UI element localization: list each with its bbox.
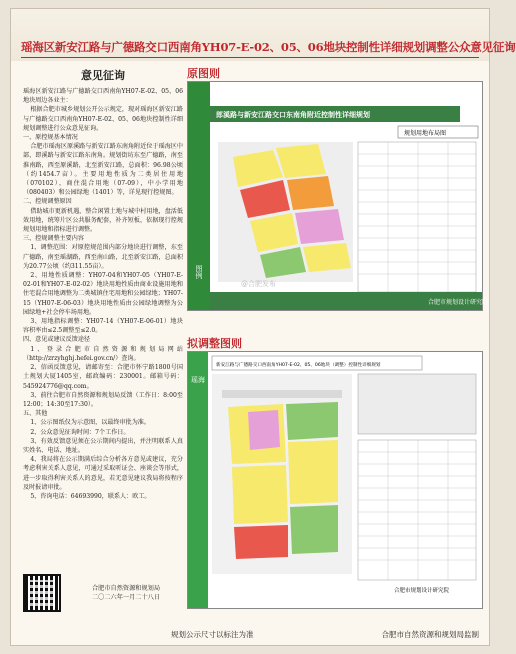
plot-residential (232, 465, 288, 524)
paragraph: 合肥市瑶海区原溪路与新安江路东南角附近位于瑶海区中部，即溪路与新安江路东南角。规划街坊东至广德路，南至淮南路，西至原溪路，北至新安江路，总面积：96.98公顷（约1454.7亩）。主要用地性质为二类居住用地（070102），商住混合用地（07-09），中小学用地（080403）和公园绿地（1401）等，详见现行控规图。 (23, 143, 183, 197)
plot-residential (276, 144, 326, 178)
map-org: 合肥市规划设计研究院 (428, 299, 489, 306)
plot-park (290, 505, 338, 554)
original-zoning-map (187, 81, 489, 311)
paragraph: 3、前往合肥市自然资源和规划局反馈（工作日：8:00至12:00；14:30至17:30）。 (23, 391, 183, 408)
indicator-table (358, 142, 476, 292)
section-heading: 四、意见或建议反馈途径 (23, 336, 91, 344)
plot-residential (303, 243, 351, 272)
footer-note: 规划公示尺寸以标注为准 (171, 630, 254, 639)
side-band (188, 352, 208, 608)
plot-park (286, 402, 338, 440)
plot-mixed (287, 176, 334, 210)
original-map-title: 原图则 (187, 67, 220, 80)
paragraph: 1、公示图纸仅为示意图，以最终审批为准。 (30, 419, 150, 427)
header (11, 9, 516, 61)
paragraph: 4、我局将在公示期满后综合分析各方意见或建议，充分考虑利害关系人意见，可通过采取听证会、座谈会等形式，进一步取得利害关系人的意见，若无意见建议我局将按程序及时报请审批。 (23, 456, 183, 491)
consultation-text (23, 65, 183, 627)
plot-school (295, 209, 344, 244)
plot-school (248, 410, 280, 450)
section-heading: 五、其他 (23, 410, 48, 418)
paragraph: 1、登录合肥市自然资源和规划局网站（http://zrzyhghj.hefei.gov.cn/）查询。 (23, 345, 183, 362)
title-rule (21, 57, 479, 58)
footer (11, 629, 489, 645)
section-heading: 二、控规调整原因 (23, 198, 72, 206)
legend-title: 规划用地布局图 (404, 130, 447, 137)
adjusted-map-title: 拟调整图则 (187, 337, 242, 350)
paragraph: 5、咨询电话：64693990，联系人：欧工。 (30, 492, 151, 500)
paragraph: 2、用地性质调整：YH07-04和YH07-05（YH07-E-02-01和YH07-E-02-02）地块用地性质由商业设施用地和住宅混合用地调整为二类城镇住宅用地和公园绿地；YH07-15（YH07-E-06-03）地块用地性质由公园绿地调整为公园绿地+社会停车场用地。 (23, 272, 183, 316)
notice-poster (10, 8, 516, 646)
signature-block (71, 584, 181, 602)
page-title: 瑶海区新安江路与广德路交口西南角YH07-E-02、05、06地块控制性详细规划调整公众意见征询 (21, 40, 516, 54)
plot-commercial (234, 525, 288, 559)
sign-org: 合肥市自然资源和规划局 (91, 585, 161, 592)
paragraph: 1、调整范围：对原控规范围内部分地块进行调整，东至广德路，南至瑶湖路，西至南山路，北至新安江路，总面积为20.77公顷（约311.55亩）。 (23, 244, 183, 270)
paragraph: 借助城市更新机遇，整合闲置土地与城中村用地，盘活低效用地，统筹片区公共服务配套，补齐短板，依据现行控规规划用地和指标进行调整。 (23, 207, 183, 234)
paragraph: 瑶海区新安江路与广德路交口西南角YH07-E-02、05、06地块周边各业主： (23, 88, 183, 105)
side-label: 图例 (195, 265, 203, 279)
adjusted-map-drawing (188, 352, 482, 608)
watermark: @合肥发布 (241, 280, 276, 288)
paragraph: 2、信函反馈意见，请邮寄至：合肥市怀宁路1800号国土规划大厦1405室，邮政编码：230001。邮箱号码：545924776@qq.com。 (23, 364, 183, 390)
map-banner-text: 郎溪路与新安江路交口东南角附近控制性详细规划 (216, 111, 370, 119)
paragraph: 根据合肥市城乡规划公开公示规定，现对瑶海区新安江路与广德路交口西南角YH07-E-02、05、06地块控制性详细规划调整进行公众意见征询。 (23, 106, 183, 132)
section-heading: 三、控规调整主要内容 (23, 235, 84, 243)
plot-residential (288, 440, 338, 504)
side-label: 瑶海 (191, 376, 205, 384)
section-heading: 一、原控规基本情况 (23, 134, 78, 142)
location-inset (358, 374, 476, 434)
sign-date: 二〇二六年一月二十八日 (91, 594, 161, 601)
consultation-heading: 意见征询 (81, 69, 125, 82)
original-map-drawing (188, 82, 489, 310)
paragraph: 3、用地指标调整：YH07-14（YH07-E-06-01）地块容积率由≤2.5调整至≤2.0。 (23, 318, 183, 335)
footer-issuer: 合肥市自然资源和规划局监制 (381, 630, 479, 639)
road (222, 390, 342, 398)
paragraph: 2、公众意见征询时间：7个工作日。 (30, 428, 130, 436)
adjusted-zoning-map (187, 351, 483, 609)
indicator-table (358, 440, 476, 580)
paragraph: 3、有效反馈意见须在公示期间内提出，并注明联系人真实姓名、电话、地址。 (23, 437, 183, 454)
map-org: 合肥市规划设计研究院 (394, 588, 450, 594)
map-banner-text: 新安江路与广德路交口西南角YH07-E-02、05、06地块（调整）控制性详细规划 (216, 363, 381, 368)
qr-code (23, 574, 61, 612)
